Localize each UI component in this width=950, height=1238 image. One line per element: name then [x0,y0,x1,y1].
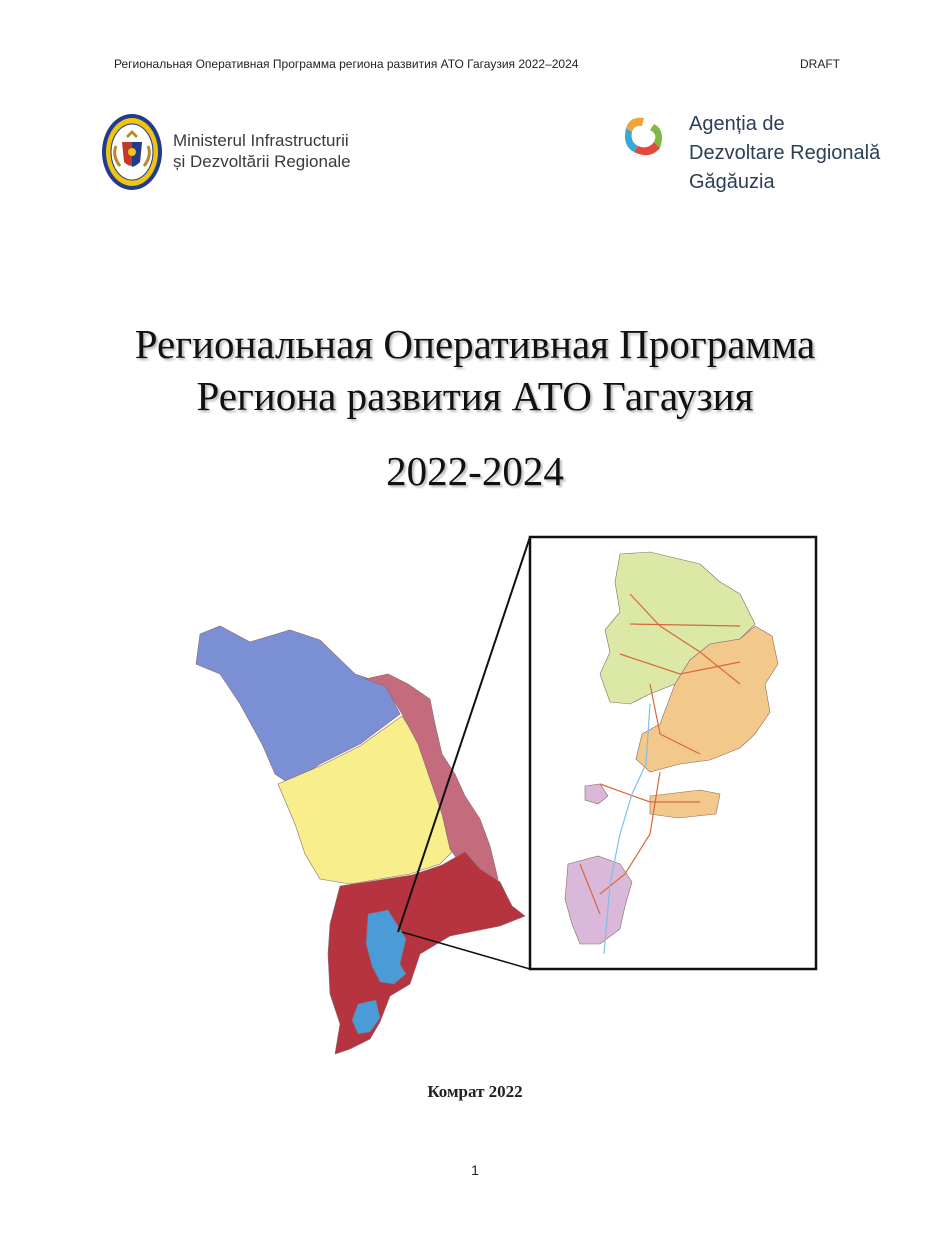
moldova-region-map [180,534,820,1064]
adr-gagauzia-swirl-icon [616,112,672,168]
ministry-name-line2: și Dezvoltării Regionale [173,152,351,171]
moldova-coat-of-arms-icon [100,112,164,192]
agency-name-line3: Găgăuzia [689,171,775,193]
region-map-figure [180,534,820,1064]
ministry-logo [100,112,370,196]
ministry-name-line1: Ministerul Infrastructurii [173,131,349,150]
ministry-name [173,130,351,172]
running-header-title: Региональная Оперативная Программа региона развития АТО Гагаузия 2022–2024 [114,57,579,71]
agency-name [689,110,880,197]
document-title [0,318,950,422]
agency-name-line1: Agenția de [689,113,785,135]
agency-name-line2: Dezvoltare Regională [689,142,881,164]
title-line1: Региональная Оперативная Программа [134,321,816,367]
program-years: 2022-2024 [386,448,564,494]
title-line2: Региона развития АТО Гагаузия [196,373,754,419]
draft-label: DRAFT [800,57,840,71]
page-number: 1 [471,1162,479,1178]
publication-place-year: Комрат 2022 [427,1082,523,1101]
agency-logo [616,108,926,198]
